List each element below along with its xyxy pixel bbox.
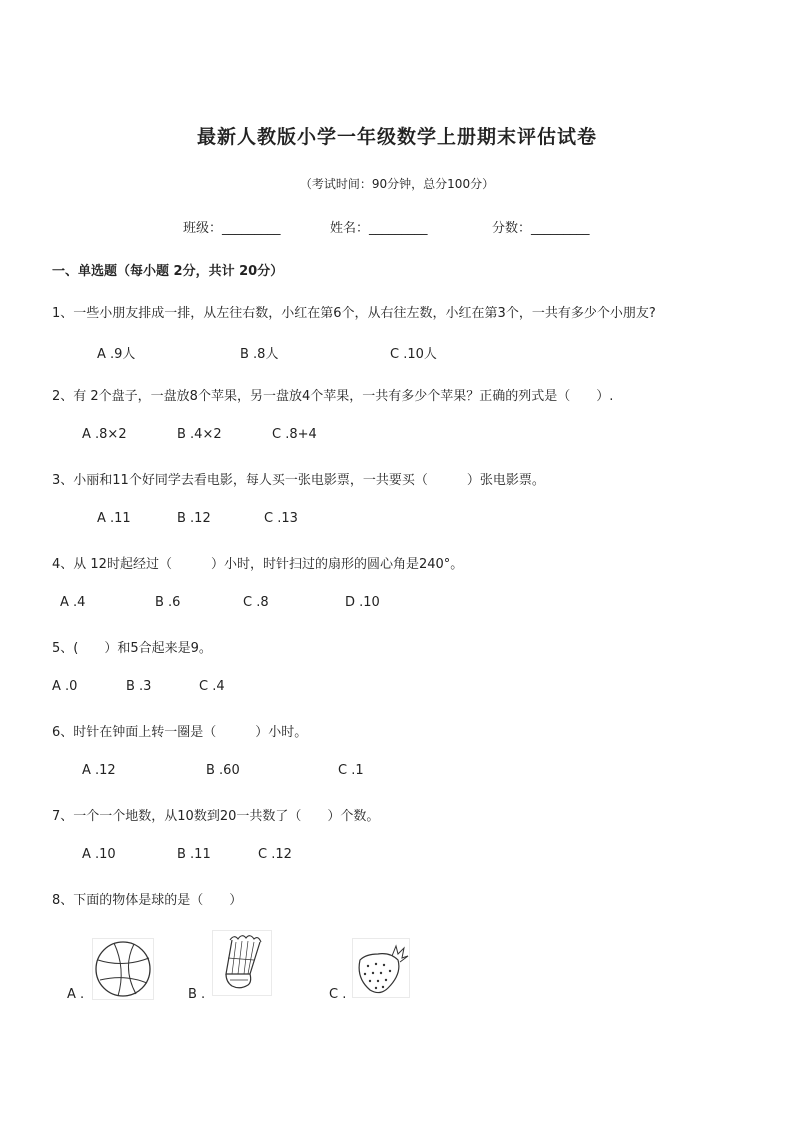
q3-option-b[interactable]: B .12 bbox=[177, 511, 211, 526]
q2-option-b[interactable]: B .4×2 bbox=[177, 427, 222, 442]
q6-option-b[interactable]: B .60 bbox=[206, 763, 240, 778]
question-5: 5、( ）和5合起来是9。 bbox=[52, 641, 212, 656]
q1-option-a[interactable]: A .9人 bbox=[97, 347, 136, 362]
question-2: 2、有 2个盘子，一盘放8个苹果，另一盘放4个苹果，一共有多少个苹果？正确的列式是（ ）. bbox=[52, 389, 614, 404]
section-heading: 一、单选题（每小题 2分，共计 20分） bbox=[52, 264, 284, 279]
page-title: 最新人教版小学一年级数学上册期末评估试卷 bbox=[196, 126, 597, 148]
q4-option-a[interactable]: A .4 bbox=[60, 595, 86, 610]
q8-option-b[interactable]: B . bbox=[188, 987, 206, 1002]
q7-option-a[interactable]: A .10 bbox=[82, 847, 116, 862]
q1-option-b[interactable]: B .8人 bbox=[240, 347, 279, 362]
q6-option-c[interactable]: C .1 bbox=[338, 763, 364, 778]
q8-option-a[interactable]: A . bbox=[67, 987, 85, 1002]
q6-option-a[interactable]: A .12 bbox=[82, 763, 116, 778]
q3-option-c[interactable]: C .13 bbox=[264, 511, 298, 526]
q2-option-a[interactable]: A .8×2 bbox=[82, 427, 127, 442]
question-6: 6、时针在钟面上转一圈是（ ）小时。 bbox=[52, 725, 308, 740]
question-3: 3、小丽和11个好同学去看电影，每人买一张电影票，一共要买（ ）张电影票。 bbox=[52, 473, 545, 488]
score-field: 分数：_________ bbox=[492, 221, 590, 236]
q4-option-c[interactable]: C .8 bbox=[243, 595, 269, 610]
name-field: 姓名：_________ bbox=[330, 221, 428, 236]
exam-subtitle: （考试时间：90分钟，总分100分） bbox=[299, 177, 495, 191]
q8-option-c[interactable]: C . bbox=[329, 987, 347, 1002]
shuttlecock-icon[interactable] bbox=[212, 930, 272, 996]
q5-option-a[interactable]: A .0 bbox=[52, 679, 78, 694]
q7-option-c[interactable]: C .12 bbox=[258, 847, 292, 862]
question-7: 7、一个一个地数，从10数到20一共数了（ ）个数。 bbox=[52, 809, 380, 824]
question-4: 4、从 12时起经过（ ）小时，时针扫过的扇形的圆心角是240°。 bbox=[52, 557, 464, 572]
basketball-icon[interactable] bbox=[92, 938, 154, 1000]
q4-option-b[interactable]: B .6 bbox=[155, 595, 181, 610]
q3-option-a[interactable]: A .11 bbox=[97, 511, 131, 526]
question-1: 1、一些小朋友排成一排，从左往右数，小红在第6个，从右往左数，小红在第3个，一共有多少个小朋友? bbox=[52, 306, 656, 321]
strawberry-icon[interactable] bbox=[352, 938, 410, 998]
q5-option-b[interactable]: B .3 bbox=[126, 679, 152, 694]
question-8: 8、下面的物体是球的是（ ） bbox=[52, 893, 243, 908]
q5-option-c[interactable]: C .4 bbox=[199, 679, 225, 694]
q7-option-b[interactable]: B .11 bbox=[177, 847, 211, 862]
q1-option-c[interactable]: C .10人 bbox=[390, 347, 437, 362]
q4-option-d[interactable]: D .10 bbox=[345, 595, 380, 610]
q2-option-c[interactable]: C .8+4 bbox=[272, 427, 317, 442]
class-field: 班级：_________ bbox=[183, 221, 281, 236]
